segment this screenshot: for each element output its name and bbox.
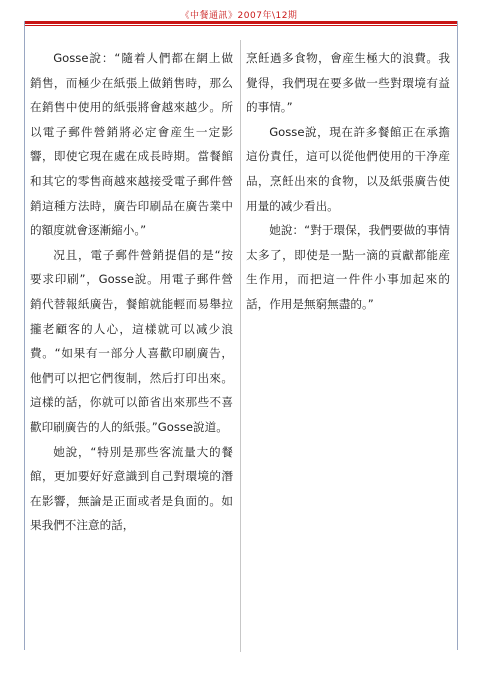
header-rule <box>24 21 458 24</box>
right-column <box>246 46 450 317</box>
header-rule-thin <box>24 25 458 26</box>
paragraph: 她說，“特別是那些客流量大的餐館，更加要好好意識到自己對環境的潛在影響，無論是正面或者是負面的。如果我們不注意的話， <box>30 444 233 533</box>
paragraph: 况且，電子郵件營銷提倡的是“按要求印刷”，Gosse說。用電子郵件營銷代替報紙廣告，餐館就能輕而易舉拉攏老顧客的人心，這樣就可以减少浪費。“如果有一部分人喜歡印刷廣告，他們可以把它們復制，然后打印出來。這樣的話，你就可以節省出來那些不喜歡印刷廣告的人的紙張。”Gosse說道。 <box>30 247 233 434</box>
column-divider <box>240 40 241 652</box>
left-column <box>30 46 233 538</box>
page-header: 《中餐通訊》2007年\12期 <box>180 11 298 21</box>
paragraph: Gosse說：“隨着人們都在網上做銷售，而極少在紙張上做銷售時，那么在銷售中使用的紙張將會越來越少。所以電子郵件營銷將必定會産生一定影響，即使它現在處在成長時期。當餐館和其它的零售商越來越接受電子郵件營銷這種方法時，廣告印刷品在廣告業中的額度就會逐漸縮小。” <box>30 51 233 238</box>
paragraph: 她說：“對于環保，我們要做的事情太多了，即使是一點一滴的貢獻都能産生作用，而把這一件件小事加起來的話，作用是無窮無盡的。” <box>246 223 450 311</box>
paragraph: 烹飪過多食物，會産生極大的浪費。我覺得，我們現在要多做一些對環境有益的事情。” <box>246 51 450 115</box>
page-frame-right <box>457 21 458 650</box>
paragraph: Gosse說，現在許多餐館正在承擔這份責任，這可以從他們使用的干净産品，烹飪出來的食物，以及紙張廣告使用量的减少看出。 <box>246 124 450 213</box>
page-frame-left <box>24 21 25 650</box>
